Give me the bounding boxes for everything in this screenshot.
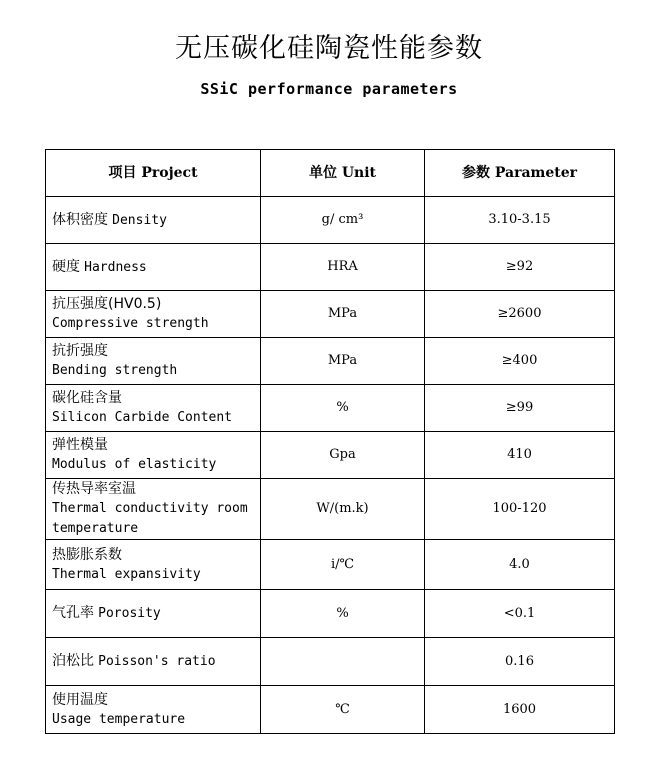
- item-cn: 弹性模量: [52, 437, 108, 453]
- item-cell: [46, 385, 261, 432]
- item-en: Silicon Carbide Content: [52, 410, 233, 425]
- value-text: <0.1: [503, 605, 536, 621]
- value-cell: [425, 590, 615, 638]
- unit-text: %: [336, 400, 349, 415]
- item-cn: 抗折强度: [52, 343, 108, 359]
- item-en: Porosity: [98, 606, 161, 621]
- item-en: Modulus of elasticity: [52, 457, 217, 472]
- header-unit: 单位 Unit: [261, 150, 425, 197]
- value-text: 100-120: [492, 501, 547, 516]
- value-cell: [425, 686, 615, 734]
- table-row: [46, 590, 615, 638]
- unit-text: HRA: [327, 259, 358, 274]
- item-en: Hardness: [84, 259, 147, 275]
- unit-cell: [261, 244, 425, 291]
- value-text: ≥99: [505, 400, 534, 415]
- table-row: [46, 338, 615, 385]
- item-en: Thermal conductivity room temperature: [52, 501, 248, 536]
- item-cn: 抗压强度(HV0.5): [52, 296, 162, 312]
- item-cell: [46, 432, 261, 479]
- value-text: 0.16: [505, 653, 534, 669]
- unit-text: ℃: [335, 701, 350, 717]
- unit-cell: [261, 590, 425, 638]
- page-title: 无压碳化硅陶瓷性能参数: [175, 33, 483, 64]
- unit-cell: [261, 432, 425, 479]
- page-subtitle: SSiC performance parameters: [200, 80, 458, 98]
- item-cn: 热膨胀系数: [52, 546, 122, 563]
- table-row: [46, 638, 615, 686]
- header-parameter: 参数 Parameter: [425, 150, 615, 197]
- value-cell: [425, 432, 615, 479]
- value-text: 1600: [502, 701, 537, 717]
- value-text: ≥2600: [497, 306, 542, 321]
- table-row: [46, 686, 615, 734]
- unit-text: W/(m.k): [316, 501, 369, 516]
- unit-cell: [261, 385, 425, 432]
- table-row: [46, 432, 615, 479]
- table-row: [46, 479, 615, 540]
- item-cell: [46, 244, 261, 291]
- table-row: [46, 540, 615, 590]
- value-cell: [425, 385, 615, 432]
- value-cell: [425, 638, 615, 686]
- item-cell: [46, 590, 261, 638]
- value-text: 410: [507, 447, 532, 462]
- table-row: [46, 197, 615, 244]
- item-cn: 体积密度: [52, 211, 108, 228]
- item-en: Compressive strength: [52, 316, 209, 331]
- item-en: Bending strength: [52, 363, 178, 378]
- header-project: 项目 Project: [46, 150, 261, 197]
- unit-text: i/℃: [330, 556, 355, 572]
- table-row: [46, 291, 615, 338]
- unit-cell: [261, 291, 425, 338]
- unit-cell: [261, 479, 425, 540]
- item-cell: [46, 197, 261, 244]
- item-cell: [46, 291, 261, 338]
- unit-text: g/ cm³: [321, 212, 364, 227]
- value-cell: [425, 540, 615, 590]
- value-cell: [425, 338, 615, 385]
- item-en: Usage temperature: [52, 711, 186, 727]
- parameters-table: [45, 149, 615, 734]
- unit-cell: [261, 686, 425, 734]
- item-cn: 传热导率室温: [52, 481, 136, 497]
- table-row: [46, 385, 615, 432]
- item-cell: [46, 686, 261, 734]
- item-cell: [46, 338, 261, 385]
- item-cn: 气孔率: [52, 605, 94, 621]
- value-text: ≥92: [505, 259, 534, 274]
- item-cn: 泊松比: [52, 653, 94, 669]
- unit-cell: [261, 338, 425, 385]
- unit-text: MPa: [327, 353, 358, 368]
- table-row: [46, 244, 615, 291]
- item-cell: [46, 638, 261, 686]
- value-cell: [425, 479, 615, 540]
- item-cn: 使用温度: [52, 691, 108, 708]
- item-cn: 碳化硅含量: [52, 390, 122, 406]
- item-cn: 硬度: [52, 258, 80, 275]
- item-en: Poisson's ratio: [98, 654, 216, 669]
- unit-cell: [261, 638, 425, 686]
- unit-text: Gpa: [329, 447, 356, 462]
- item-en: Thermal expansivity: [52, 566, 201, 582]
- item-cell: [46, 479, 261, 540]
- value-cell: [425, 291, 615, 338]
- item-cell: [46, 540, 261, 590]
- value-cell: [425, 244, 615, 291]
- value-text: 3.10-3.15: [488, 212, 551, 227]
- unit-text: MPa: [327, 306, 358, 321]
- unit-cell: [261, 197, 425, 244]
- unit-cell: [261, 540, 425, 590]
- unit-text: %: [336, 605, 349, 621]
- table-header-row: [46, 150, 615, 197]
- value-cell: [425, 197, 615, 244]
- value-text: ≥400: [501, 353, 538, 368]
- value-text: 4.0: [509, 556, 530, 572]
- item-en: Density: [112, 212, 167, 228]
